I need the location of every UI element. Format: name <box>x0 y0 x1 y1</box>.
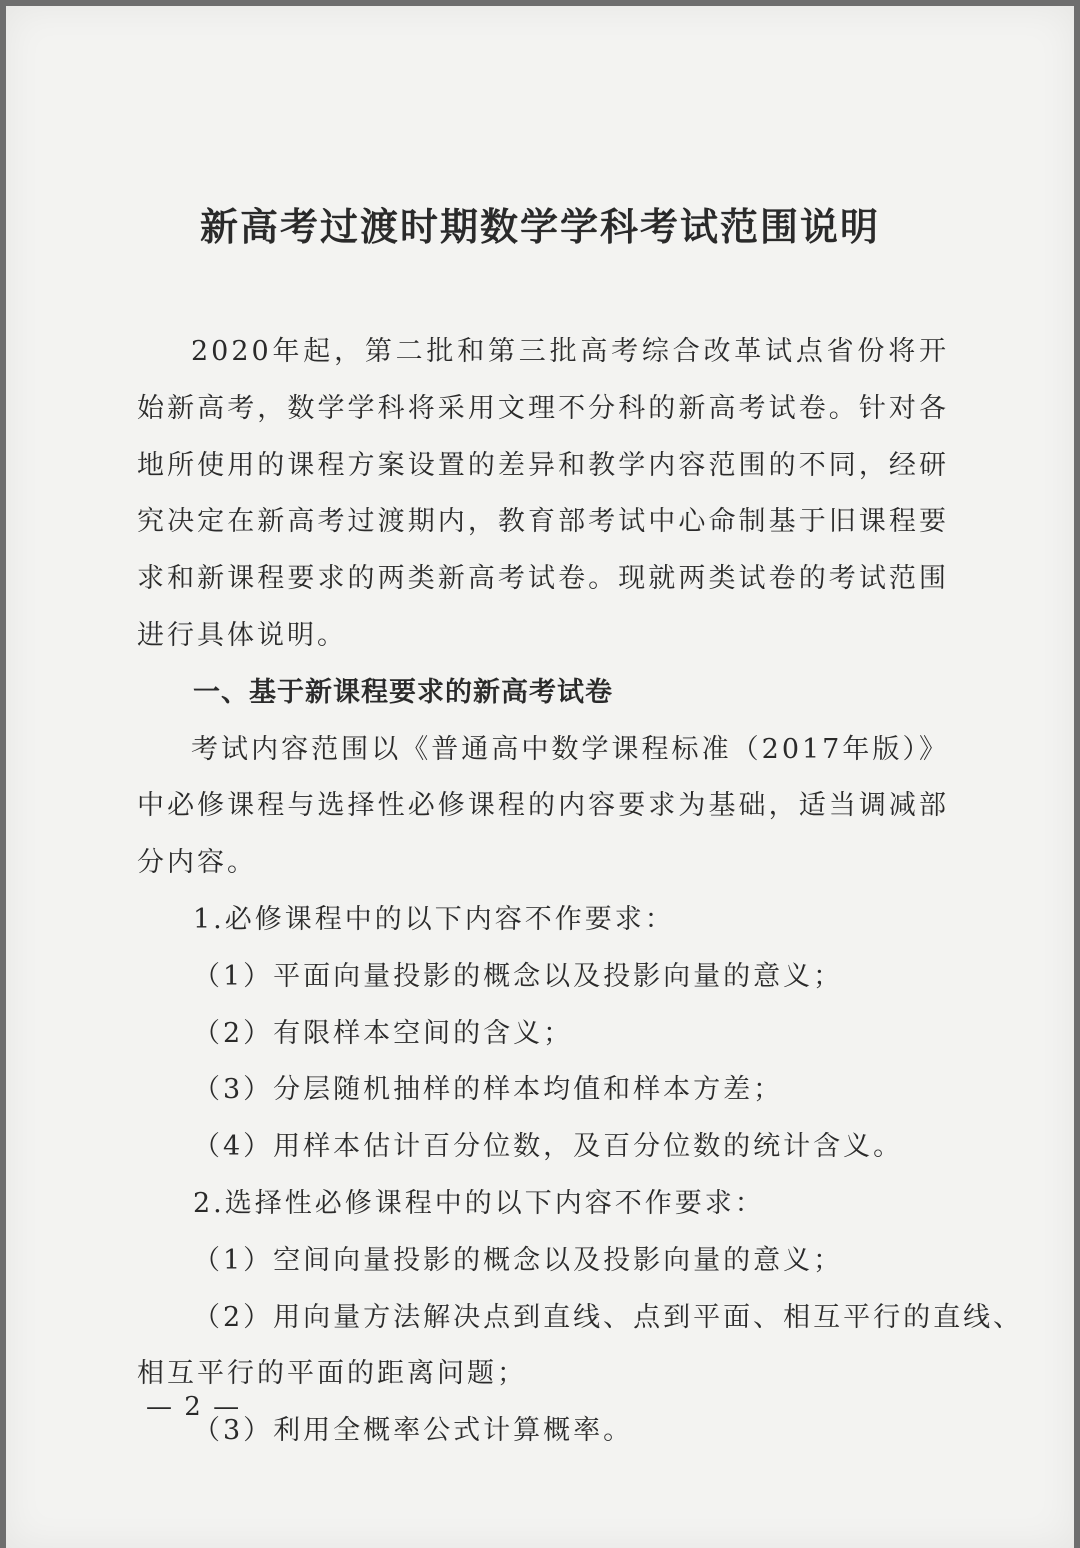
section1-heading: 一、基于新课程要求的新高考试卷 <box>193 676 613 708</box>
page-number: — 2 — <box>146 1392 242 1422</box>
intro-paragraph: 2020年起，第二批和第三批高考综合改革试点省份将开始新高考，数学学科将采用文理不分科的新高考试卷。针对各地所使用的课程方案设置的差异和教学内容范围的不同，经研究决定在新高考过渡期内，教育部考试中心命制基于旧课程要求和新课程要求的两类新高考试卷。现就两类试卷的考试范围进行具体说明。 <box>137 336 949 651</box>
section1-scope-paragraph: 考试内容范围以《普通高中数学课程标准（2017年版）》中必修课程与选择性必修课程的内容要求为基础，适当调减部分内容。 <box>137 733 949 879</box>
part2-item-2-continuation: 相互平行的平面的距离问题； <box>137 1358 527 1390</box>
document-body <box>137 324 1024 1460</box>
part1-item-3: （3）分层随机抽样的样本均值和样本方差； <box>193 1074 784 1106</box>
part2-heading: 2.选择性必修课程中的以下内容不作要求： <box>193 1187 765 1219</box>
part1-item-1: （1）平面向量投影的概念以及投影向量的意义； <box>193 960 844 992</box>
part2-item-1: （1）空间向量投影的概念以及投影向量的意义； <box>193 1244 844 1276</box>
part1-item-4: （4）用样本估计百分位数，及百分位数的统计含义。 <box>193 1131 904 1163</box>
part2-item-3: （3）利用全概率公式计算概率。 <box>193 1415 634 1447</box>
part1-heading: 1.必修课程中的以下内容不作要求： <box>193 903 675 935</box>
document-title: 新高考过渡时期数学学科考试范围说明 <box>199 204 880 249</box>
part2-item-2: （2）用向量方法解决点到直线、点到平面、相互平行的直线、 <box>193 1301 1024 1333</box>
document-page <box>6 6 1074 1548</box>
part1-item-2: （2）有限样本空间的含义； <box>193 1017 574 1049</box>
